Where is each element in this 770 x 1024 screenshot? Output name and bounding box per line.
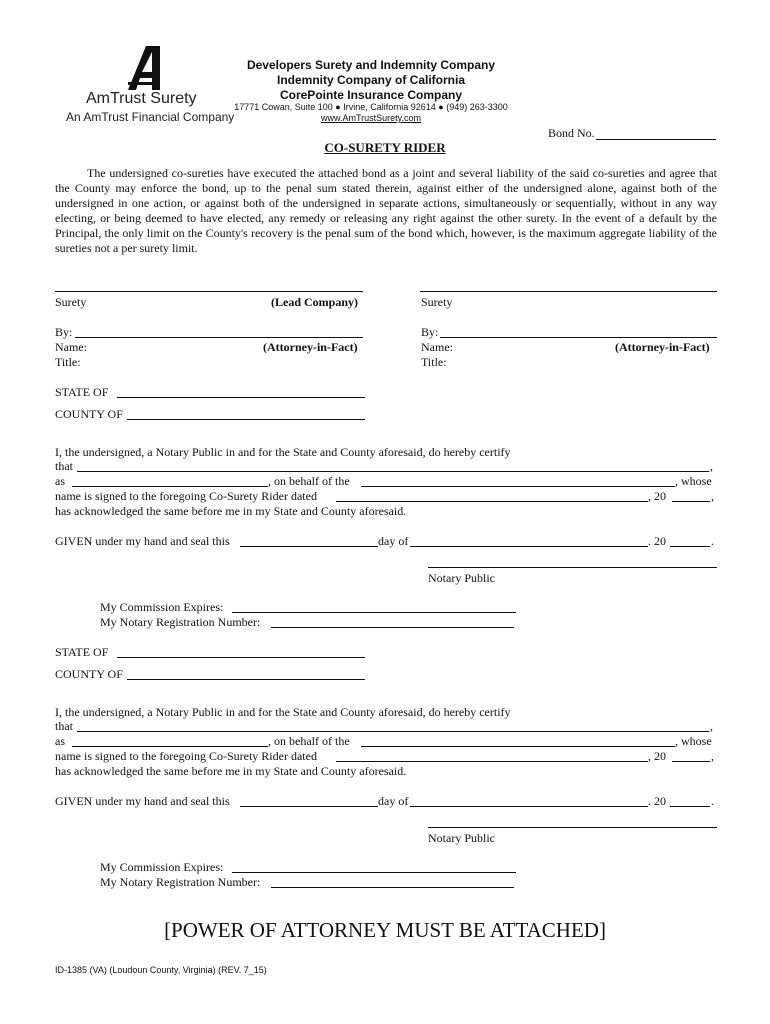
as-label-1: as — [55, 474, 65, 488]
that-field-1[interactable] — [77, 471, 709, 472]
county-of-label-2: COUNTY OF — [55, 667, 123, 681]
name-label-right: Name: — [421, 340, 453, 354]
document-title: CO-SURETY RIDER — [324, 140, 446, 155]
dated-field-1[interactable] — [336, 501, 648, 502]
commission-expires-field-1[interactable] — [232, 612, 516, 613]
company-address: 17771 Cowan, Suite 100 ● Irvine, California 92614 ● (949) 263-3300 — [234, 102, 508, 112]
commission-expires-label-1: My Commission Expires: — [100, 600, 224, 614]
certify-text-1: I, the undersigned, a Notary Public in and for the State and County aforesaid, do hereby certify — [55, 445, 511, 459]
registration-number-field-2[interactable] — [271, 887, 514, 888]
notary-public-label-2: Notary Public — [428, 831, 495, 845]
company-name-1: Developers Surety and Indemnity Company — [246, 58, 496, 72]
given-day-field-2[interactable] — [240, 806, 378, 807]
by-label-left: By: — [55, 325, 73, 339]
surety-label-left: Surety — [55, 295, 87, 309]
attorney-in-fact-left: (Attorney-in-Fact) — [263, 340, 358, 354]
given-text-2: GIVEN under my hand and seal this — [55, 794, 230, 808]
attorney-in-fact-right: (Attorney-in-Fact) — [615, 340, 710, 354]
company-name-3: CorePointe Insurance Company — [279, 88, 463, 102]
as-label-2: as — [55, 734, 65, 748]
notary-signature-line-2[interactable] — [428, 827, 717, 828]
behalf-field-1[interactable] — [361, 486, 675, 487]
surety-label-right: Surety — [421, 295, 453, 309]
year-prefix-1: , 20 — [648, 489, 666, 503]
company-website[interactable]: www.AmTrustSurety.com — [320, 113, 421, 123]
given-year-prefix-2: . 20 — [648, 794, 666, 808]
year-comma-2: , — [711, 749, 714, 763]
given-end-dot-2: . — [711, 794, 714, 808]
given-day-field-1[interactable] — [240, 546, 378, 547]
notary-public-label-1: Notary Public — [428, 571, 495, 585]
by-field-right[interactable] — [440, 337, 717, 338]
given-text-1: GIVEN under my hand and seal this — [55, 534, 230, 548]
given-end-dot-1: . — [711, 534, 714, 548]
power-of-attorney-notice: [POWER OF ATTORNEY MUST BE ATTACHED] — [164, 918, 606, 942]
registration-number-label-2: My Notary Registration Number: — [100, 875, 261, 889]
given-year-field-1[interactable] — [670, 546, 710, 547]
as-field-1[interactable] — [72, 486, 268, 487]
brand-tagline: An AmTrust Financial Company — [66, 110, 235, 124]
state-of-field-1[interactable] — [117, 397, 365, 398]
by-label-right: By: — [421, 325, 439, 339]
state-of-label-2: STATE OF — [55, 645, 109, 659]
form-id-footer: ID-1385 (VA) (Loudoun County, Virginia) (REV. 7_15) — [55, 965, 267, 975]
by-field-left[interactable] — [75, 337, 363, 338]
that-field-2[interactable] — [77, 731, 709, 732]
given-month-field-2[interactable] — [410, 806, 648, 807]
behalf-field-2[interactable] — [361, 746, 675, 747]
registration-number-label-1: My Notary Registration Number: — [100, 615, 261, 629]
year-field-2[interactable] — [672, 761, 710, 762]
that-label-1: that — [55, 459, 73, 473]
name-signed-text-2: name is signed to the foregoing Co-Surety Rider dated — [55, 749, 317, 763]
bond-no-label: Bond No. — [548, 126, 595, 140]
title-label-right: Title: — [421, 355, 447, 369]
commission-expires-field-2[interactable] — [232, 872, 516, 873]
county-of-label-1: COUNTY OF — [55, 407, 123, 421]
year-prefix-2: , 20 — [648, 749, 666, 763]
county-of-field-2[interactable] — [127, 679, 365, 680]
body-paragraph: The undersigned co-sureties have executed the attached bond as a joint and several liability of the said co-sureties and agree that the County may enforce the bond, up to the penal sum stated therein, against either of the undersigned alone, against both of the undersigned in one action, or against both of the undersigned in separate actions, simultaneously or sequentially, without in any way electing, or being deemed to have elected, any remedy or releasing any right against the other surety. In the event of a default by the Principal, the only limit on the County's recovery is the penal sum of the bond which, however, is the maximum aggregate liability of the sureties not a per surety limit. — [55, 166, 717, 255]
company-name-2: Indemnity Company of California — [276, 73, 465, 87]
whose-label-1: , whose — [675, 474, 712, 488]
year-field-1[interactable] — [672, 501, 710, 502]
day-of-label-2: day of — [378, 794, 409, 808]
that-label-2: that — [55, 719, 73, 733]
name-signed-text-1: name is signed to the foregoing Co-Surety Rider dated — [55, 489, 317, 503]
amtrust-logo — [122, 44, 166, 90]
title-label-left: Title: — [55, 355, 81, 369]
amtrust-logo-icon — [122, 44, 166, 90]
registration-number-field-1[interactable] — [271, 627, 514, 628]
whose-label-2: , whose — [675, 734, 712, 748]
county-of-field-1[interactable] — [127, 419, 365, 420]
given-year-field-2[interactable] — [670, 806, 710, 807]
certify-text-2: I, the undersigned, a Notary Public in and for the State and County aforesaid, do hereby certify — [55, 705, 511, 719]
year-comma-1: , — [711, 489, 714, 503]
name-label-left: Name: — [55, 340, 87, 354]
given-month-field-1[interactable] — [410, 546, 648, 547]
that-comma-1: , — [710, 459, 713, 473]
acknowledged-text-2: has acknowledged the same before me in my State and County aforesaid. — [55, 764, 407, 778]
dated-field-2[interactable] — [336, 761, 648, 762]
surety-signature-line-right[interactable] — [420, 291, 717, 292]
state-of-label-1: STATE OF — [55, 385, 109, 399]
day-of-label-1: day of — [378, 534, 409, 548]
that-comma-2: , — [710, 719, 713, 733]
commission-expires-label-2: My Commission Expires: — [100, 860, 224, 874]
surety-signature-line-left[interactable] — [55, 291, 363, 292]
acknowledged-text-1: has acknowledged the same before me in my State and County aforesaid. — [55, 504, 407, 518]
on-behalf-of-1: , on behalf of the — [268, 474, 350, 488]
given-year-prefix-1: . 20 — [648, 534, 666, 548]
on-behalf-of-2: , on behalf of the — [268, 734, 350, 748]
lead-company-label: (Lead Company) — [271, 295, 359, 309]
brand-name: AmTrust Surety — [86, 90, 197, 107]
state-of-field-2[interactable] — [117, 657, 365, 658]
notary-signature-line-1[interactable] — [428, 567, 717, 568]
as-field-2[interactable] — [72, 746, 268, 747]
